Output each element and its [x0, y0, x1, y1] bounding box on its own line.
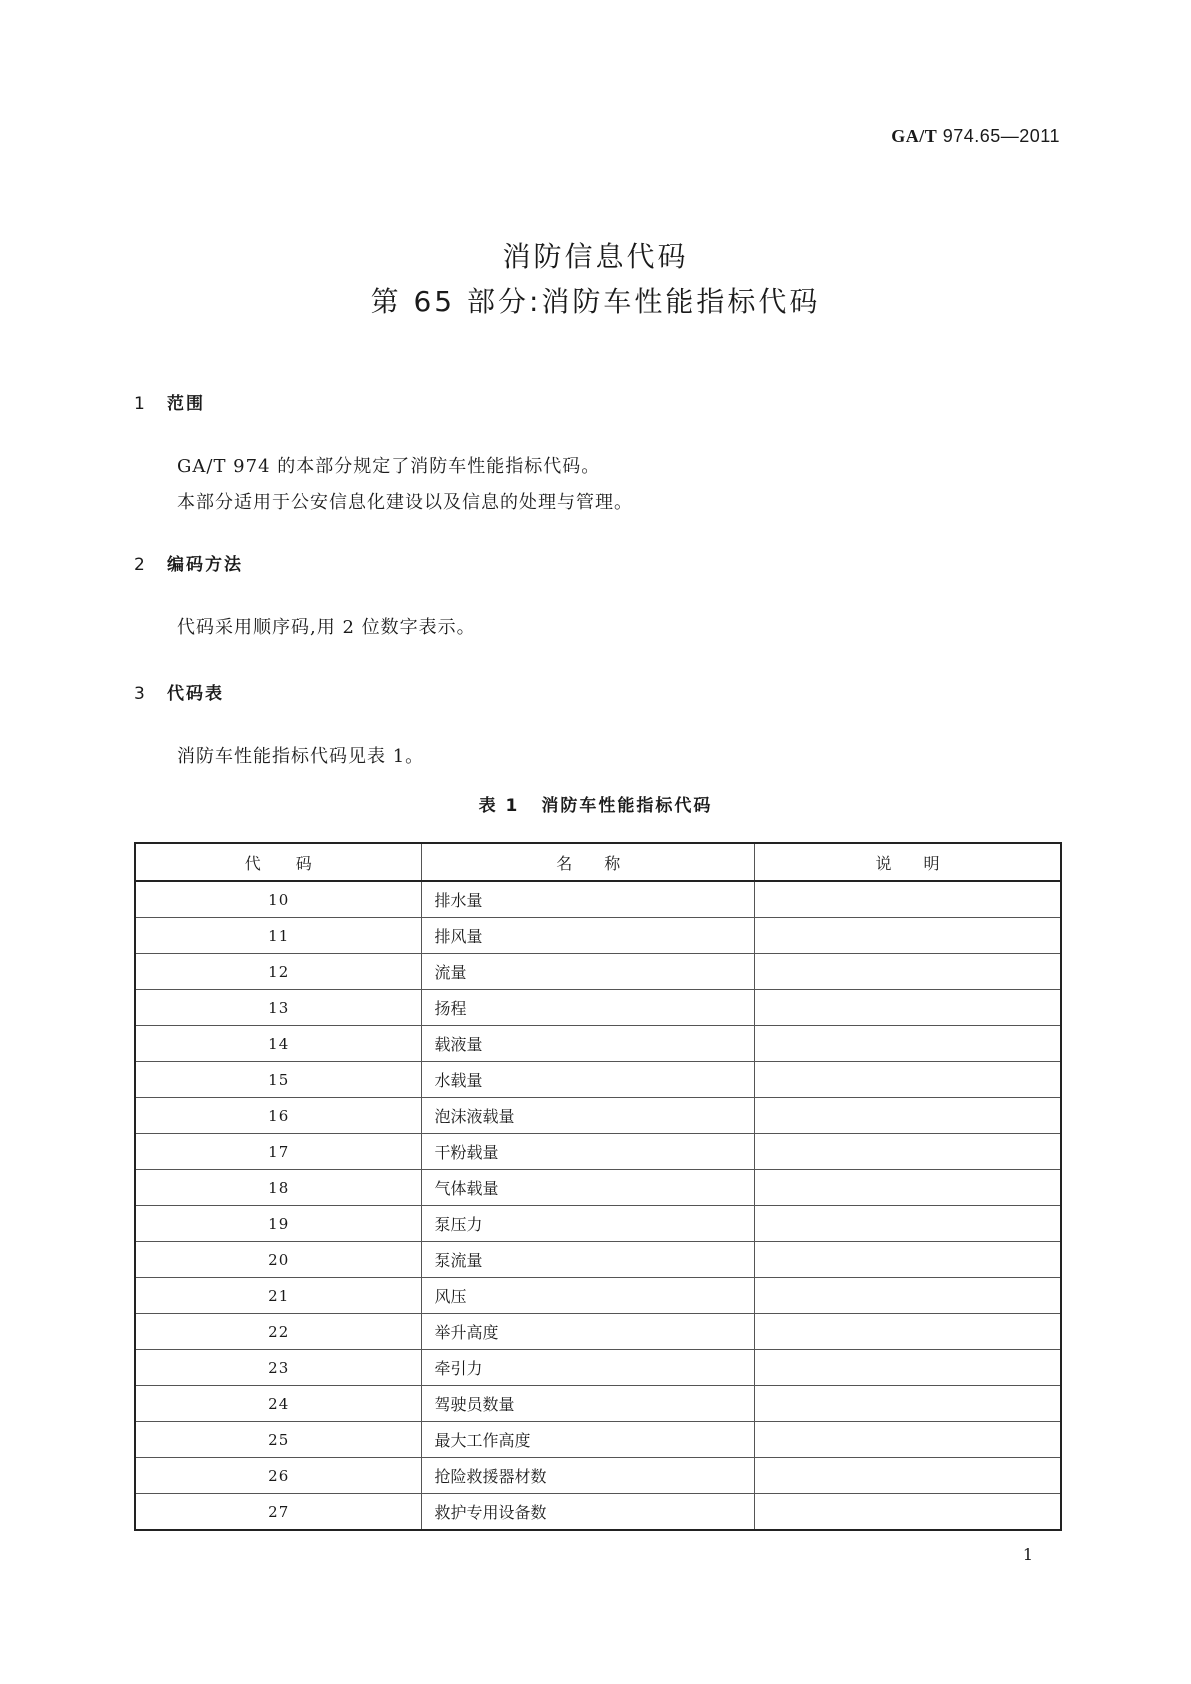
name-cell: 驾驶员数量	[422, 1386, 755, 1422]
table-row	[135, 1170, 1061, 1206]
page-number: 1	[1022, 1545, 1033, 1564]
note-cell	[754, 1062, 1061, 1098]
table-row	[135, 1062, 1061, 1098]
section-title: 编码方法	[167, 555, 243, 575]
section-heading-scope	[134, 389, 205, 414]
note-cell	[754, 1458, 1061, 1494]
code-cell: 21	[135, 1278, 422, 1314]
document-title: 消防信息代码	[502, 240, 689, 273]
name-cell: 最大工作高度	[422, 1422, 755, 1458]
paragraph: GA/T 974 的本部分规定了消防车性能指标代码。	[177, 456, 601, 477]
code-table	[134, 842, 1062, 1531]
note-cell	[754, 1206, 1061, 1242]
name-cell: 举升高度	[422, 1314, 755, 1350]
code-cell: 11	[135, 918, 422, 954]
note-cell	[754, 1386, 1061, 1422]
column-header-note: 说 明	[754, 843, 1061, 881]
code-cell: 10	[135, 881, 422, 918]
standard-code	[891, 126, 1060, 147]
code-cell: 25	[135, 1422, 422, 1458]
table-body	[135, 881, 1061, 1530]
table-row	[135, 881, 1061, 918]
section-heading-coding-method	[134, 550, 243, 575]
table-row	[135, 1206, 1061, 1242]
name-cell: 泵压力	[422, 1206, 755, 1242]
table-row	[135, 1026, 1061, 1062]
note-cell	[754, 1314, 1061, 1350]
code-cell: 20	[135, 1242, 422, 1278]
table-caption-title: 消防车性能指标代码	[541, 796, 713, 816]
note-cell	[754, 918, 1061, 954]
note-cell	[754, 1278, 1061, 1314]
section-title: 代码表	[167, 684, 224, 704]
column-header-name: 名 称	[422, 843, 755, 881]
section-number: 1	[134, 394, 147, 414]
code-cell: 13	[135, 990, 422, 1026]
name-cell: 抢险救援器材数	[422, 1458, 755, 1494]
table-header-row	[135, 843, 1061, 881]
table-row	[135, 1494, 1061, 1531]
note-cell	[754, 1134, 1061, 1170]
note-cell	[754, 881, 1061, 918]
section-number: 3	[134, 684, 147, 704]
table-row	[135, 1458, 1061, 1494]
code-cell: 26	[135, 1458, 422, 1494]
table-row	[135, 1278, 1061, 1314]
document-subtitle: 第 65 部分:消防车性能指标代码	[370, 285, 821, 318]
code-cell: 22	[135, 1314, 422, 1350]
section-heading-code-table	[134, 679, 224, 704]
note-cell	[754, 1242, 1061, 1278]
code-cell: 24	[135, 1386, 422, 1422]
table-row	[135, 1422, 1061, 1458]
note-cell	[754, 954, 1061, 990]
name-cell: 扬程	[422, 990, 755, 1026]
section-title: 范围	[167, 394, 205, 414]
standard-code-prefix: GA/T	[891, 126, 938, 146]
name-cell: 载液量	[422, 1026, 755, 1062]
paragraph: 本部分适用于公安信息化建设以及信息的处理与管理。	[177, 492, 633, 513]
code-cell: 18	[135, 1170, 422, 1206]
name-cell: 排水量	[422, 881, 755, 918]
table-caption-label: 表 1	[478, 796, 520, 816]
note-cell	[754, 990, 1061, 1026]
name-cell: 风压	[422, 1278, 755, 1314]
paragraph: 消防车性能指标代码见表 1。	[177, 746, 425, 767]
table-row	[135, 1314, 1061, 1350]
column-header-code: 代 码	[135, 843, 422, 881]
standard-code-number: 974.65—2011	[942, 126, 1060, 146]
note-cell	[754, 1494, 1061, 1531]
code-cell: 23	[135, 1350, 422, 1386]
table-row	[135, 990, 1061, 1026]
note-cell	[754, 1098, 1061, 1134]
note-cell	[754, 1350, 1061, 1386]
table-row	[135, 1350, 1061, 1386]
name-cell: 水载量	[422, 1062, 755, 1098]
section-number: 2	[134, 555, 147, 575]
name-cell: 泡沫液载量	[422, 1098, 755, 1134]
table-row	[135, 918, 1061, 954]
code-cell: 15	[135, 1062, 422, 1098]
note-cell	[754, 1170, 1061, 1206]
code-cell: 14	[135, 1026, 422, 1062]
code-cell: 16	[135, 1098, 422, 1134]
code-cell: 12	[135, 954, 422, 990]
table-caption	[0, 791, 1191, 816]
name-cell: 气体载量	[422, 1170, 755, 1206]
table-row	[135, 1098, 1061, 1134]
code-cell: 19	[135, 1206, 422, 1242]
name-cell: 干粉载量	[422, 1134, 755, 1170]
note-cell	[754, 1026, 1061, 1062]
table-row	[135, 1242, 1061, 1278]
code-cell: 17	[135, 1134, 422, 1170]
name-cell: 排风量	[422, 918, 755, 954]
name-cell: 牵引力	[422, 1350, 755, 1386]
code-cell: 27	[135, 1494, 422, 1531]
table-row	[135, 954, 1061, 990]
paragraph: 代码采用顺序码,用 2 位数字表示。	[177, 617, 476, 638]
note-cell	[754, 1422, 1061, 1458]
table-row	[135, 1386, 1061, 1422]
name-cell: 救护专用设备数	[422, 1494, 755, 1531]
name-cell: 流量	[422, 954, 755, 990]
table-row	[135, 1134, 1061, 1170]
name-cell: 泵流量	[422, 1242, 755, 1278]
